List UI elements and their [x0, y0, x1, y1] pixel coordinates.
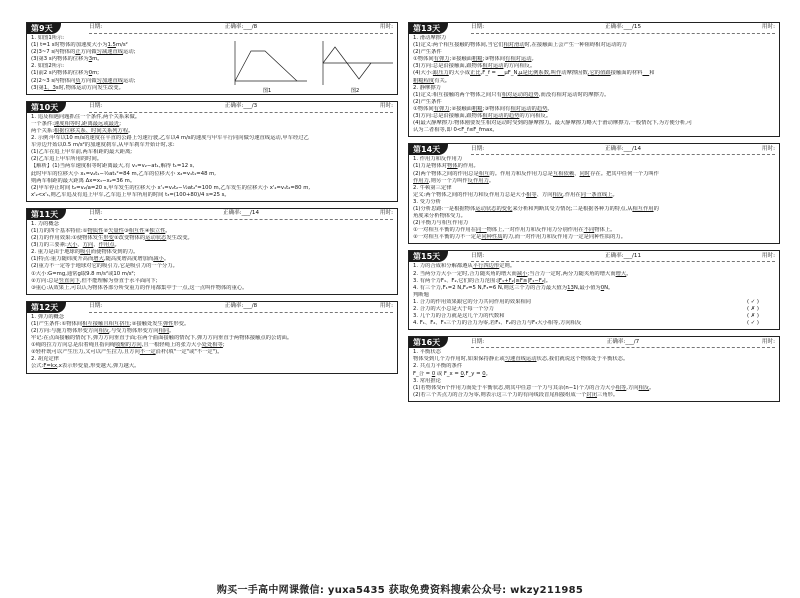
content-line: (1)力的四个基本特征:①物质性②矢量性③相互性④独立性。 — [31, 227, 171, 234]
content-line: (1)乙车在追上甲车前,两车相距的最大距离; — [31, 149, 133, 156]
content-line: ②一对相互平衡的力不一定是同种性质的力,而一对作用力和反作用力一定是同种性质的力。 — [413, 234, 627, 241]
day-section — [408, 143, 780, 244]
section-header — [471, 251, 775, 262]
time-label: 用时: — [761, 24, 775, 31]
content-line: (1)力是物体对物体的作用。 — [413, 163, 479, 170]
content-line: 粗糙程度有关。 — [413, 77, 451, 84]
content-line: (3)力的三要素:大小、方向、作用点。 — [31, 242, 120, 249]
day-section — [408, 22, 780, 137]
content-line: ②方向:总是竖直向下,但不能理解为垂直于水平面向下; — [31, 277, 158, 284]
date-label: 日期: — [471, 24, 485, 31]
content-line: ③重心:从效果上,可以认为物体各部分所受重力的作用都集中于一点,这一点叫作物体的重心。 — [31, 284, 248, 291]
date-label: 日期: — [89, 24, 103, 31]
time-label: 用时: — [379, 303, 393, 310]
content-line: 1. 滑动摩擦力 — [413, 35, 447, 41]
time-label: 用时: — [379, 103, 393, 110]
content-line: (2)重力不一定等于地球对它的吸引力,它是吸引力的一个分力。 — [31, 263, 178, 270]
content-line: (3)第1、3s时,物体运动方向发生改变。 — [31, 84, 124, 91]
content-line: 3. 有两个力F₁、F₂,它们的合力范围:|F₁+F₂|≥F≥|F₁−F₂|。 — [413, 277, 552, 284]
content-line: ①大小:G=mg,通常g取9.8 m/s²或10 m/s²; — [31, 270, 136, 277]
content-line: (3)方向:总是沿接触面,跟物体相对运动的方向相反。 — [413, 63, 536, 70]
content-line: 此时甲车的位移大小 x₁=v₂t₁−½at₁²=84 m,乙车的位移大小 x₂=v₁t₁=48 m, — [31, 170, 216, 177]
content-line: (3)第3 s内物体的位移为3m。 — [31, 56, 103, 63]
content-line: (2)3~7 s内物体的正方向做匀减速直线运动; — [31, 49, 136, 56]
date-label: 日期: — [89, 103, 103, 110]
date-label: 日期: — [471, 145, 485, 152]
day-section — [26, 101, 398, 202]
accuracy-label: 正确率:___/8 — [224, 303, 258, 310]
figure-graphs — [227, 37, 397, 95]
day-section — [408, 250, 780, 330]
content-line: 1. 作用力和反作用力 — [413, 156, 463, 163]
content-line: 3. 受力分析 — [413, 198, 441, 205]
content-line: ①物体间有弹力;②接触面粗糙;③物体间有相对运动的趋势。 — [413, 105, 553, 112]
date-label: 日期: — [471, 338, 485, 345]
section-header — [471, 337, 775, 348]
content-line: 物体受到几个力作用时,如果保持静止或匀速直线运动状态,我们就说这个物体处于平衡状态。 — [413, 356, 629, 363]
content-line: (2)产生条件 — [413, 98, 442, 105]
day-title: 第9天 — [27, 23, 61, 34]
day-title: 第15天 — [409, 251, 448, 262]
content-line: (1)特点:重力随纬度升高而增大,随高度增高度增加而减小。 — [31, 256, 170, 263]
judgement-mark: ( ✗ ) — [747, 306, 759, 312]
footer-watermark: 购买一手高中网课微信: yuxa5435 获取免费资料搜索公众号: wkzy211985 — [216, 585, 584, 596]
content-line: (2)乙车追上甲车所用的时间。 — [31, 156, 103, 163]
judgement-mark: ( ✗ ) — [747, 313, 759, 320]
accuracy-label: 正确率:___/14 — [222, 210, 260, 217]
time-label: 用时: — [761, 252, 775, 259]
day-title: 第10天 — [27, 102, 66, 113]
content-line: (1)若物体受n个作用力而处于平衡状态,则其中任意一个力与其余(n−1)个力的合力大小相等,方向相反。 — [413, 384, 655, 391]
accuracy-label: 正确率:___/8 — [224, 24, 258, 31]
accuracy-label: 正确率:___/15 — [604, 24, 642, 31]
content-line: 判断题 — [413, 291, 429, 298]
content-line: 2. 牛顿第三定律 — [413, 184, 452, 191]
date-label: 日期: — [89, 303, 103, 310]
content-line: (1)前2 s内物体的位移为0m; — [31, 70, 100, 77]
day-title: 第16天 — [409, 337, 448, 348]
content-line: (2)平衡力与相互作用力 — [413, 220, 469, 227]
content-line: 一个条件:速度相等时,距离最远或最近; — [31, 120, 122, 127]
content-line: ①绳的拉力方向总是沿着绳且指向绳收缩的方向,且一根轻绳上的张力大小处处相等; — [31, 342, 225, 349]
content-line: F_合 = 0 或 F_x = 0,F_y = 0。 — [413, 370, 491, 377]
time-label: 用时: — [379, 210, 393, 217]
content-line: (2)2~3 s内物体向负方向做匀加速直线运动; — [31, 77, 136, 84]
content-line: 2. 共点力平衡的条件 — [413, 363, 463, 370]
content-line: 公式:F=kx,x表示形变量,形变越大,弹力越大。 — [31, 363, 140, 370]
content-line: 车旁边开始以0.5 m/s²的加速度刹车,从甲车刹车开始计时,求: — [31, 142, 175, 149]
content-line: 2. 静摩擦力 — [413, 84, 441, 91]
content-line: (4)大小:跟压力的大小成正比,F_f = μF_N,μ是比例系数,叫作动摩擦因数,它的值跟接触面的材料 和 — [413, 70, 655, 77]
section-header — [89, 209, 393, 220]
content-line: (1)产生条件:①物体间相互接触且相互挤压;②接触处发生弹性形变。 — [31, 320, 190, 327]
content-line: 2. 合力的大小总是大于每一个分力 ( ✗ ) — [413, 306, 759, 312]
content-line: 1. 力的合成和分解都遵从平行四边形定则。 — [413, 263, 516, 270]
content-line: 【解析】(1)当两车速度相等时距离最大,有 v₁=v₂−at₁,解得 t₁=12 s, — [31, 163, 195, 170]
accuracy-label: 正确率:___/3 — [224, 103, 258, 110]
date-label: 日期: — [471, 252, 485, 259]
content-line: 1. 力的概念 — [31, 220, 59, 227]
content-line: 两个关系:根据位移关系、时间关系列方程。 — [31, 127, 134, 134]
content-line: (2)两个物体之间的作用总是相互的。作用力和反作用力总是互相依赖、同时存在。把其中任何一个力叫作 — [413, 170, 659, 177]
content-line: x'₂<x'₁,则乙车追及有追上甲车,乙车追上甲车所用的时间 t₃=(100+80)/4 s=25 s。 — [31, 191, 230, 198]
content-line: 1. 平衡状态 — [413, 349, 441, 356]
content-line: 3. 几个力的合力就是这几个力的代数和 ( ✗ ) — [413, 313, 759, 320]
content-line: 4. F₁、F₂、F₃三个力的合力为零,若F₁、F₂的合力与F₃大小相等,方向相反 ( ✓ ) — [413, 320, 759, 327]
right-column — [408, 22, 780, 408]
day-title: 第13天 — [409, 23, 448, 34]
content-line: (2)若三个共点力的合力为零,则表示这三个力的有向线段首尾相接组成一个封闭三角形。 — [413, 391, 619, 398]
day-title: 第11天 — [27, 209, 66, 220]
section-header — [89, 302, 393, 313]
content-line: ②轻杆既可以产生压力,又可以产生拉力,且方向不一定沿杆(填"一定"或"不一定")。 — [31, 349, 223, 356]
accuracy-label: 正确率:___/7 — [606, 338, 640, 345]
section-header — [89, 102, 393, 113]
content-line: (1)定义:相互接触的两个物体之间只有相对运动的趋势,而没有相对运动时的摩擦力。 — [413, 91, 610, 98]
content-line: 2. 示例:甲车以10 m/s的速度在平直的公路上匀速行驶,乙车以4 m/s的速度与甲车平行同向做匀速直线运动,甲车经过乙 — [31, 135, 309, 142]
content-line: 1. 如图1所示: — [31, 35, 65, 41]
content-line: 4. 有三个力,F₁=2 N,F₂=5 N,F₃=6 N,则这三个力的合力最大值为13N,最小值为0N。 — [413, 284, 614, 291]
content-line: 作用力,则另一个力叫作反作用力。 — [413, 177, 495, 184]
section-header — [89, 23, 393, 34]
day-section — [26, 301, 398, 374]
content-line: 1. 追及相遇问题抓住一个条件,两个关系来做。 — [31, 113, 141, 120]
time-label: 用时: — [761, 145, 775, 152]
day-section — [26, 208, 398, 295]
judgement-mark: ( ✓ ) — [747, 320, 759, 327]
day-title: 第12天 — [27, 302, 66, 313]
content-line: 2. 重力是由于地球的吸引而使物体受到的力。 — [31, 249, 139, 256]
content-line: ①物体间有弹力;②接触面粗糙;③物体间有相对运动。 — [413, 56, 537, 63]
accuracy-label: 正确率:___/11 — [604, 252, 642, 259]
content-line: (1)定义:两个相互接触的物体间,当它们相对滑动时,在接触面上会产生一种阻碍相对运动的力 — [413, 42, 627, 49]
velocity-time-figures — [227, 37, 397, 95]
section-header — [471, 23, 775, 34]
time-label: 用时: — [761, 338, 775, 345]
day-section — [26, 22, 398, 95]
content-line: (3)方向:总是沿接触面,跟物体相对运动的趋势的方向相反。 — [413, 113, 552, 120]
content-line: 牢记:在点面接触的情况下,弹力方向垂直于面;在两个曲面接触的情况下,弹力方向垂直于两物体接触点的公切面。 — [31, 335, 293, 342]
content-line: (4)最大静摩擦力:物体刚要发生相对运动时受到的静摩擦力。最大静摩擦力略大于滑动摩擦力,一般情况下,为方便分析,可 — [413, 120, 693, 127]
content-line: (2)甲车停止时间 t₂=v₂/a=20 s,甲车发生的位移大小 x'₁=v₂t₂−½at₂²=100 m,乙车发生的位移大小 x'₂=v₁t₂=80 m, — [31, 184, 311, 191]
left-column — [26, 22, 398, 380]
day-section — [408, 336, 780, 402]
judgement-mark: ( ✓ ) — [747, 298, 759, 305]
content-line: 认为二者相等,即 0<F_f≤F_fmax。 — [413, 127, 498, 134]
content-line: 2. 胡克定律 — [31, 356, 59, 363]
content-line: 2. 当两分力大小一定时,合力随夹角的增大而减小;当合力一定时,两分力随夹角的增大而增大。 — [413, 270, 632, 277]
content-line: 1. 合力的作用效果跟它的分力共同作用的效果相同 ( ✓ ) — [413, 298, 759, 305]
accuracy-label: 正确率:___/14 — [604, 145, 642, 152]
content-line: 定义:两个物体之间的作用力和反作用力总是大小相等、方向相反,作用在同一条直线上。 — [413, 191, 618, 198]
content-line: 角度来分析物体受力。 — [413, 213, 466, 220]
content-line: ①一对相互平衡的力作用在同一物体上,一对作用力和反作用力分别作用在不同物体上。 — [413, 227, 616, 234]
content-line: 3. 常用推论 — [413, 377, 441, 384]
content-line: (1)分析思路:一是根据物体运动状态的变化来分析和判断其受力情况;二是根据各种力的特点,从相互作用的 — [413, 205, 659, 212]
content-line: 则两车相距的最大距离 Δx=x₁−x₂=36 m。 — [31, 177, 136, 184]
day-title: 第14天 — [409, 144, 448, 155]
content-line: (2)方向:与施力物体形变方向相反,与受力物体形变方向相同。 — [31, 328, 175, 334]
time-label: 用时: — [379, 24, 393, 31]
content-line: (2)产生条件 — [413, 49, 442, 56]
content-line: (1) t=1 s时物体的加速度大小为1.5m/s² — [31, 42, 128, 49]
figure-caption: 图2 — [351, 88, 360, 94]
section-header — [471, 144, 775, 155]
content-line: (2)力的作用效果:①使物体发生形变②改变物体的运动状态发生改变。 — [31, 235, 193, 242]
figure-caption: 图1 — [263, 88, 272, 94]
date-label: 日期: — [89, 210, 103, 217]
content-line: 2. 如图2所示: — [31, 63, 65, 70]
content-line: 1. 弹力的概念 — [31, 313, 65, 320]
